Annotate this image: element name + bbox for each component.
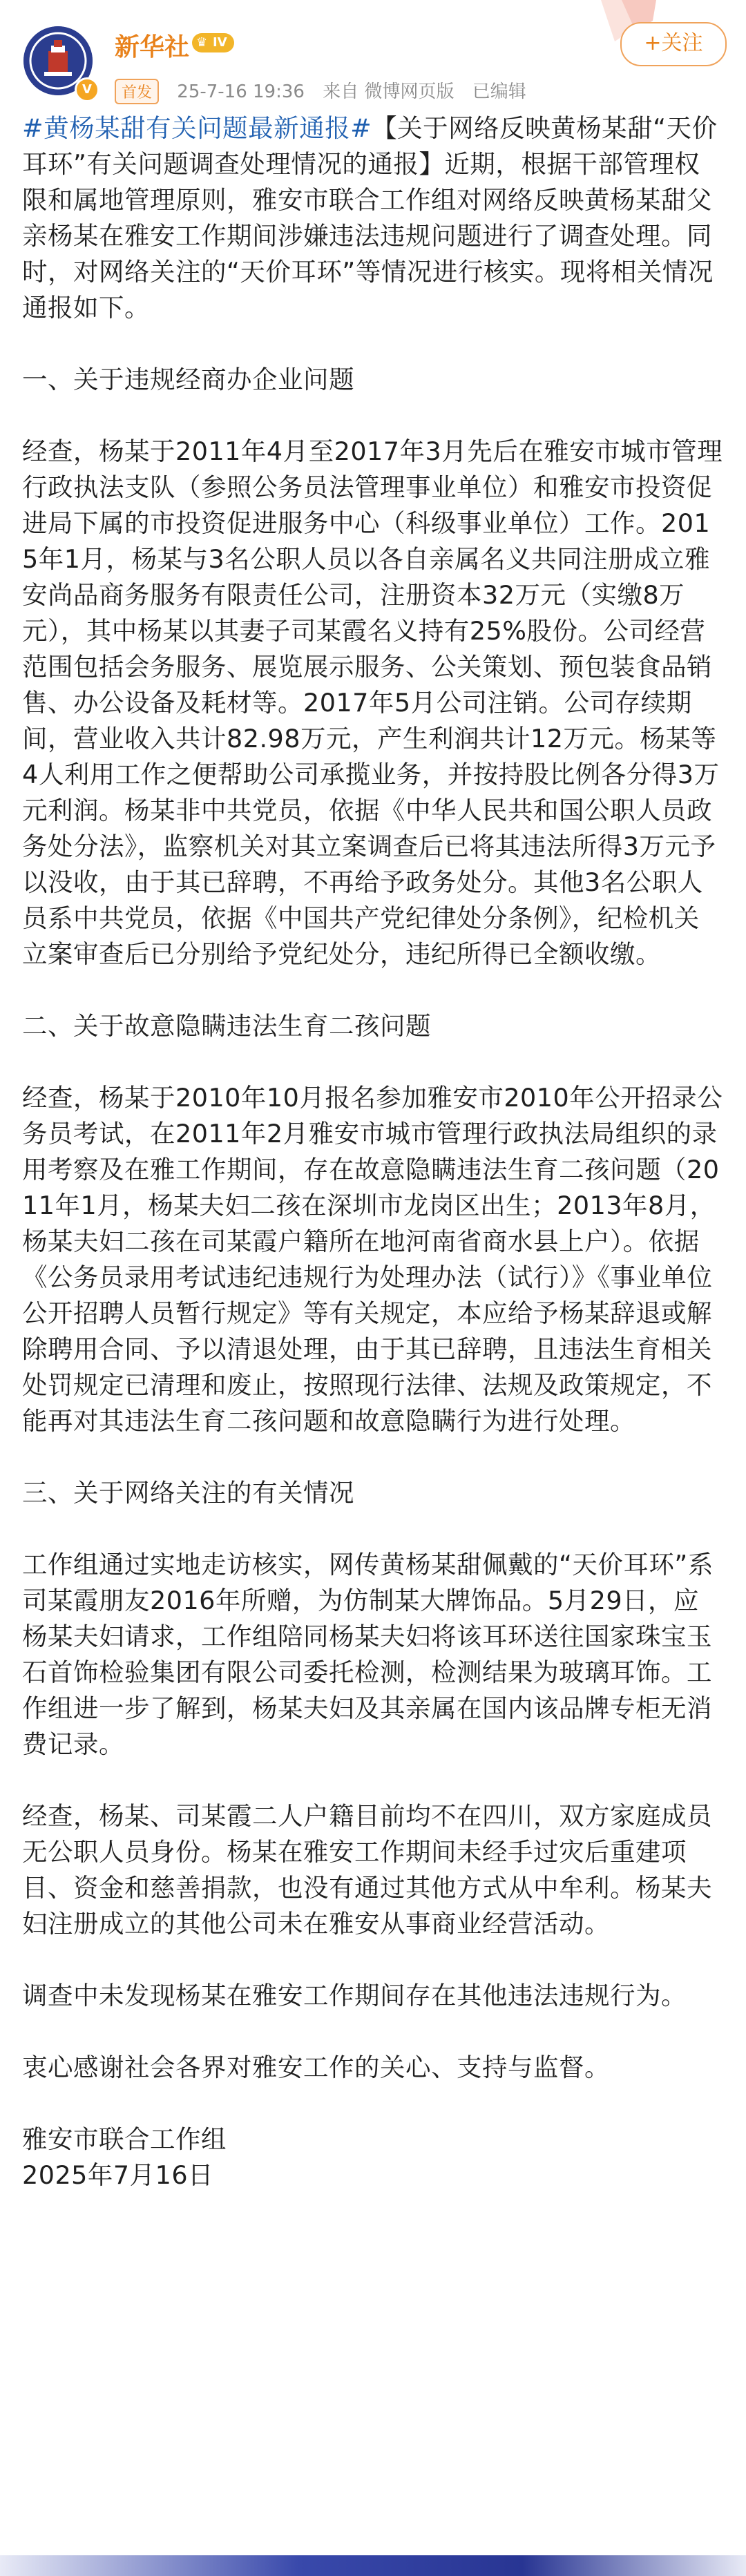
section2-title: 二、关于故意隐瞒违法生育二孩问题 [22,1011,431,1041]
closing-line1: 调查中未发现杨某在雅安工作期间存在其他违法违规行为。 [22,1981,687,2010]
closing-line2: 衷心感谢社会各界对雅安工作的关心、支持与监督。 [22,2053,610,2082]
post-date[interactable]: 25-7-16 19:36 [177,81,305,102]
hashtag-link[interactable]: #黄杨某甜有关问题最新通报# [22,113,372,143]
edited-label[interactable]: 已编辑 [472,81,526,102]
author-name[interactable]: 新华社 [115,33,190,61]
follow-button[interactable]: +关注 [620,22,727,66]
section2-body: 经查，杨某于2010年10月报名参加雅安市2010年公开招录公务员考试，在2011年2月雅安市城市管理行政执法局组织的录用考察及在雅工作期间，存在故意隐瞒违法生育二孩问题（2011年1月，杨某夫妇二孩在深圳市龙岗区出生；2013年8月，杨某夫妇二孩在司某霞户籍所在地河南省商水县上户）。依据《公务员录用考试违纪违规行为处理办法（试行）》《事业单位公开招聘人员暂行规定》等有关规定，本应给予杨某辞退或解除聘用合同、予以清退处理，由于其已辞聘，且违法生育相关处罚规定已清理和废止，按照现行法律、法规及政策规定，不能再对其违法生育二孩问题和故意隐瞒行为进行处理。 [22,1083,723,1436]
signature: 雅安市联合工作组 [22,2124,227,2154]
signature-block [22,2122,724,2193]
level-text: IV [213,35,227,50]
section3-body1: 工作组通过实地走访核实，网传黄杨某甜佩戴的“天价耳环”系司某霞朋友2016年所赠，为仿制某大牌饰品。5月29日，应杨某夫妇请求，工作组陪同杨某夫妇将该耳环送往国家珠宝玉石首饰检验集团有限公司委托检测，检测结果为玻璃耳饰。工作组进一步了解到，杨某夫妇及其亲属在国内该品牌专柜无消费记录。 [22,1550,714,1759]
sign-date: 2025年7月16日 [22,2160,214,2190]
section1-title: 一、关于违规经商办企业问题 [22,365,354,394]
intro-paragraph [22,110,724,326]
section3-title: 三、关于网络关注的有关情况 [22,1478,354,1508]
verified-badge-icon: V [75,77,99,102]
crown-icon: ♛ [196,35,208,50]
post-meta [115,77,539,104]
level-badge [192,33,234,52]
section1-body: 经查，杨某于2011年4月至2017年3月先后在雅安市城市管理行政执法支队（参照公务员法管理事业单位）和雅安市投资促进局下属的市投资促进服务中心（科级事业单位）工作。2015年1月，杨某与3名公职人员以各自亲属名义共同注册成立雅安尚品商务服务有限责任公司，注册资本32万元（实缴8万元），其中杨某以其妻子司某霞名义持有25%股份。公司经营范围包括会务服务、展览展示服务、公关策划、预包装食品销售、办公设备及耗材等。2017年5月公司注销。公司存续期间，营业收入共计82.98万元，产生利润共计12万元。杨某等4人利用工作之便帮助公司承揽业务，并按持股比例各分得3万元利润。杨某非中共党员，依据《中华人民共和国公职人员政务处分法》，监察机关对其立案调查后已将其违法所得3万元予以没收，由于其已辞聘，不再给予政务处分。其他3名公职人员系中共党员，依据《中国共产党纪律处分条例》，纪检机关立案审查后已分别给予党纪处分，违纪所得已全额收缴。 [22,436,723,969]
bottom-bar [0,2555,746,2576]
post-source: 来自 微博网页版 [323,81,455,102]
post-content [22,110,724,2193]
pinned-badge: 首发 [115,79,159,104]
intro-text: 【关于网络反映黄杨某甜“天价耳环”有关问题调查处理情况的通报】近期，根据干部管理权限和属地管理原则，雅安市联合工作组对网络反映黄杨某甜父亲杨某在雅安工作期间涉嫌违法违规问题进行了调查处理。同时，对网络关注的“天价耳环”等情况进行核实。现将相关情况通报如下。 [22,113,718,323]
post-header [0,0,746,104]
section3-body2: 经查，杨某、司某霞二人户籍目前均不在四川，双方家庭成员无公职人员身份。杨某在雅安工作期间未经手过灾后重建项目、资金和慈善捐款，也没有通过其他方式从中牟利。杨某夫妇注册成立的其他公司未在雅安从事商业经营活动。 [22,1801,712,1939]
